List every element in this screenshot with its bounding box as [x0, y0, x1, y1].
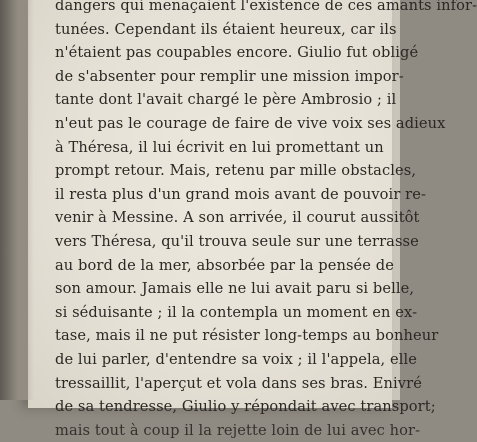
- text-line: venir à Messine. A son arrivée, il courut aussitôt: [55, 209, 420, 227]
- text-line: tante dont l'avait chargé le père Ambrosio ; il: [55, 91, 397, 109]
- text-line: de sa tendresse, Giulio y répondait avec transport;: [55, 398, 436, 416]
- text-line: à Théresa, il lui écrivit en lui promettant un: [55, 138, 384, 156]
- text-line: au bord de la mer, absorbée par la pensée de: [55, 256, 394, 274]
- text-line: dangers qui menaçaient l'existence de ces amants infor-: [55, 0, 477, 14]
- text-line: son amour. Jamais elle ne lui avait paru si belle,: [55, 280, 415, 298]
- text-line: mais tout à coup il la rejette loin de lui avec hor-: [55, 421, 421, 439]
- text-line: tunées. Cependant ils étaient heureux, car ils: [55, 20, 397, 38]
- text-line: de s'absenter pour remplir une mission impor-: [55, 67, 404, 85]
- text-line: vers Théresa, qu'il trouva seule sur une terrasse: [55, 232, 419, 250]
- text-line: tressaillit, l'aperçut et vola dans ses bras. Enivré: [55, 374, 422, 392]
- text-line: tase, mais il ne put résister long-temps au bonheur: [55, 327, 439, 345]
- text-line: n'eut pas le courage de faire de vive voix ses adieux: [55, 114, 446, 132]
- text-line: prompt retour. Mais, retenu par mille obstacles,: [55, 162, 417, 180]
- text-line: de lui parler, d'entendre sa voix ; il l'appela, elle: [55, 350, 418, 368]
- text-line: il resta plus d'un grand mois avant de pouvoir re-: [55, 185, 426, 203]
- text-line: n'étaient pas coupables encore. Giulio fut obligé: [55, 44, 419, 62]
- text-line: si séduisante ; il la contempla un moment en ex-: [55, 303, 418, 321]
- page-text: [55, 0, 477, 442]
